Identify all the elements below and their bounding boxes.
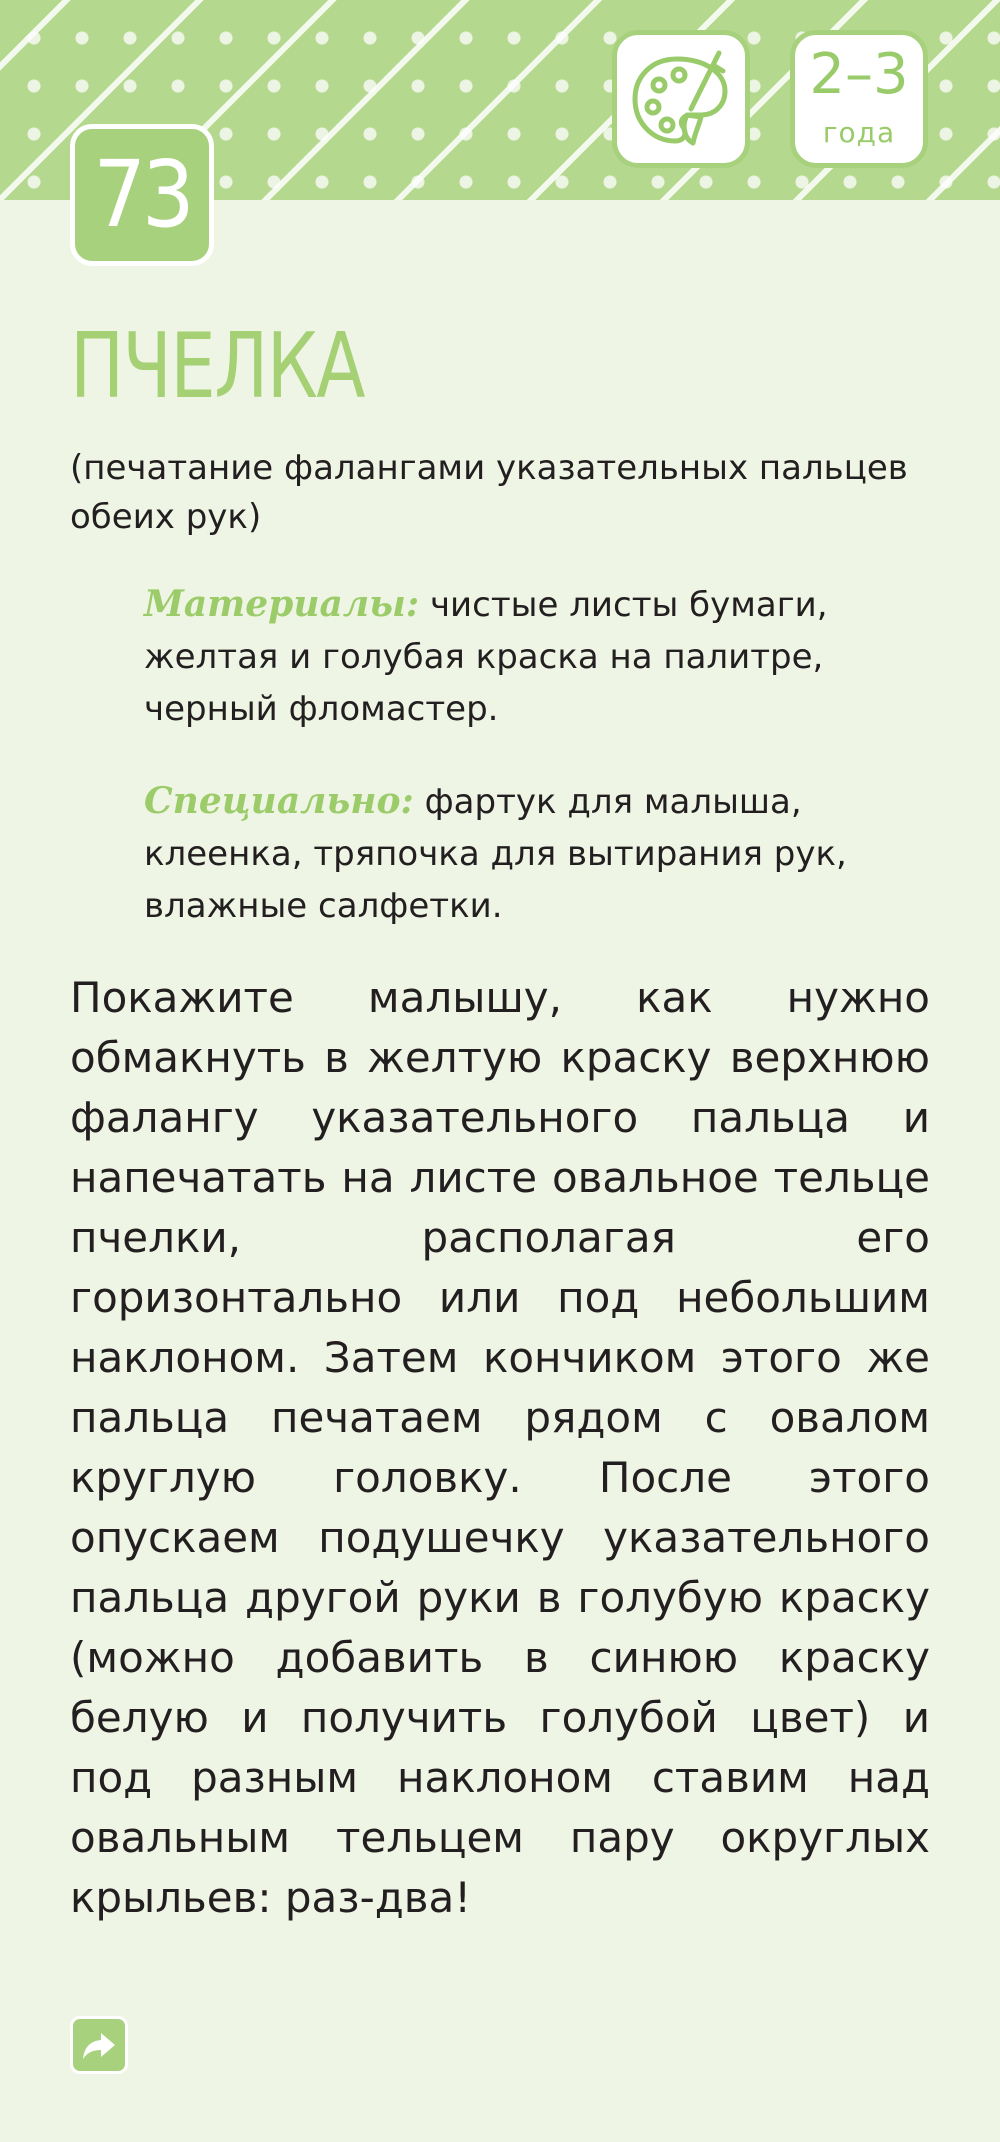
special-label: Специально: [144, 780, 414, 822]
activity-type-badge [612, 30, 750, 168]
share-arrow-icon [79, 2025, 119, 2065]
age-unit: года [822, 116, 896, 149]
subtitle: (печатание фалангами указательных пальцев обеих рук) [70, 448, 908, 537]
age-badge [790, 30, 928, 168]
instructions-text: Покажите малышу, как нужно обмакнуть в желтую краску верхнюю фалангу указательного пальца и напечатать на листе овальное тельце пчелки, располагая его горизонтально или под небольшим наклоном. Затем кончиком этого же пальца печатаем рядом с овалом круглую головку. После этого опускаем подушечку указательного пальца другой руки в голубую краску (можно добавить в синюю краску белую и получить голубой цвет) и под разным наклоном ставим над овальным тельцем пару округлых крыльев: раз-два! [70, 973, 930, 1922]
materials-label: Материалы: [144, 583, 420, 625]
materials-section [144, 578, 934, 735]
palette-icon [627, 45, 735, 153]
special-text: фартук для малыша, клеенка, тряпочка для вытирания рук, влажные салфетки. [144, 782, 847, 926]
share-button[interactable] [70, 2016, 128, 2074]
card-number-badge: 73 [70, 124, 214, 266]
materials-text: чистые листы бумаги, желтая и голубая краска на палитре, черный фломастер. [144, 585, 828, 729]
special-section [144, 775, 934, 932]
age-range: 2–3 [809, 42, 909, 107]
page-title: ПЧЕЛКА [70, 314, 364, 419]
